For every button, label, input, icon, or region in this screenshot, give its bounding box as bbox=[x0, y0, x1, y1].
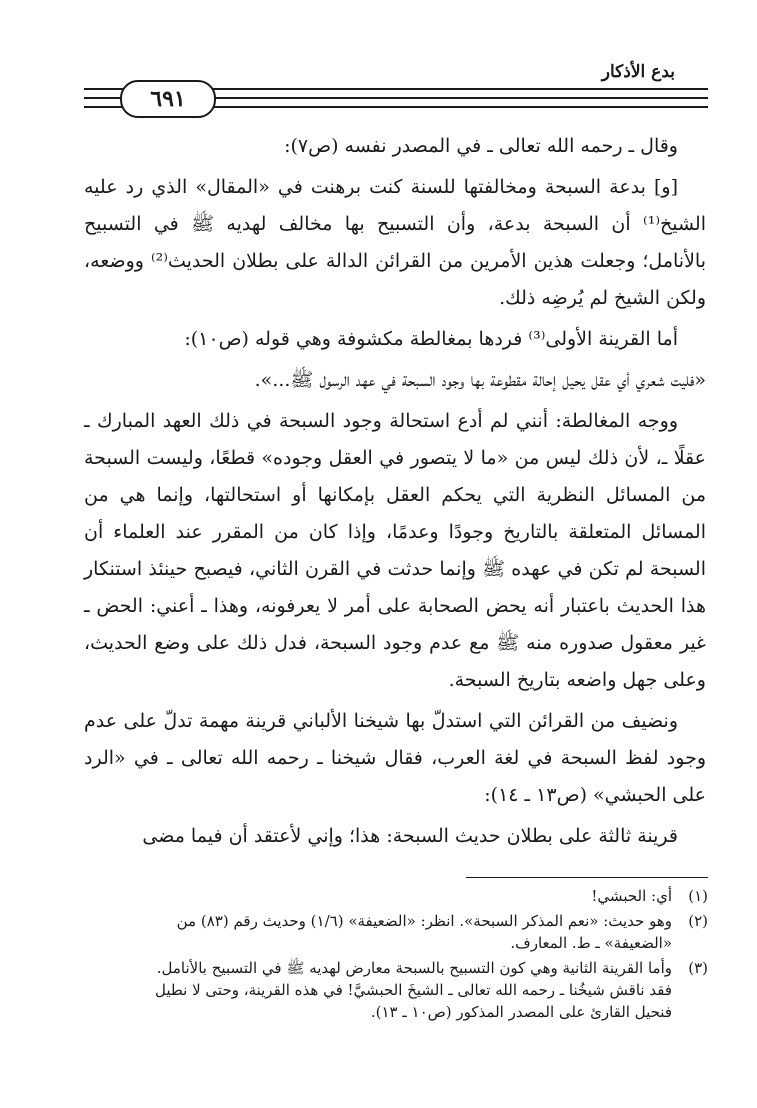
paragraph-6: ونضيف من القرائن التي استدلّ بها شيخنا الألباني قرينة مهمة تدلّ على عدم وجود لفظ السبحة في لغة العرب، فقال شيخنا ـ رحمه الله تعالى ـ في «الرد على الحبشي» (ص١٣ ـ ١٤): bbox=[84, 710, 706, 806]
paragraph-4: «فليت شعري أي عقل يحيل إحالة مقطوعة بها وجود السبحة في عهد الرسول ﷺ...». bbox=[254, 369, 706, 391]
page-number: ٦٩١ bbox=[120, 80, 216, 118]
footnote-number: (٢) bbox=[688, 912, 708, 930]
footnote-text bbox=[84, 885, 672, 907]
main-text bbox=[84, 128, 706, 859]
footnote-line: فنحيل القارئ على المصدر المذكور (ص١٠ ـ ١٣). bbox=[370, 1003, 672, 1021]
footnote-number: (٣) bbox=[688, 959, 708, 977]
footnote-divider bbox=[466, 877, 708, 878]
footnotes bbox=[84, 885, 708, 1026]
paragraph-7: قرينة ثالثة على بطلان حديث السبحة: هذا؛ وإني لأعتقد أن فيما مضى bbox=[142, 825, 678, 847]
paragraph-2: [و] بدعة السبحة ومخالفتها للسنة كنت برهنت في «المقال» الذي رد عليه الشيخ⁽¹⁾ أن السبحة بدعة، وأن التسبيح بها مخالف لهديه ﷺ في التسبيح بالأنامل؛ وجعلت هذين الأمرين من القرائن الدالة على بطلان الحديث⁽²⁾ ووضعه، ولكن الشيخ لم يُرضِه ذلك. bbox=[84, 176, 706, 309]
paragraph-3: أما القرينة الأولى⁽³⁾ فردها بمغالطة مكشوفة وهي قوله (ص١٠): bbox=[184, 328, 678, 350]
footnote-line: أي: الحبشي! bbox=[591, 887, 672, 905]
page-header bbox=[0, 0, 757, 120]
paragraph-1: وقال ـ رحمه الله تعالى ـ في المصدر نفسه (ص٧): bbox=[284, 135, 678, 157]
footnote-text bbox=[84, 910, 672, 954]
paragraph-5: ووجه المغالطة: أنني لم أدع استحالة وجود السبحة في ذلك العهد المبارك ـ عقلًا ـ، لأن ذلك ليس من «ما لا يتصور في العقل وجوده» قطعًا، وليست السبحة من المسائل النظرية التي يحكم العقل بإمكانها أو استحالتها، وإنما هي من المسائل المتعلقة بالتاريخ وجودًا وعدمًا، وإذا كان من المقرر عند العلماء أن السبحة لم تكن في عهده ﷺ وإنما حدثت في القرن الثاني، فيصبح حينئذ استنكار هذا الحديث باعتبار أنه يحض الصحابة على أمر لا يعرفونه، وهذا ـ أعني: الحض ـ غير معقول صدوره منه ﷺ مع عدم وجود السبحة، فدل ذلك على وضع الحديث، وعلى جهل واضعه بتاريخ السبحة. bbox=[84, 410, 706, 691]
footnote-line: فقد ناقش شيخُنا ـ رحمه الله تعالى ـ الشيخَ الحبشيَّ! في هذه القرينة، وحتى لا نطيل bbox=[154, 981, 672, 999]
footnote-line: «الضعيفة» ـ ط. المعارف. bbox=[510, 934, 672, 952]
footnote-number: (١) bbox=[688, 887, 708, 905]
running-title: بدع الأذكار bbox=[601, 62, 675, 82]
footnote-2 bbox=[84, 910, 708, 954]
footnote-line: وهو حديث: «نعم المذكر السبحة». انظر: «الضعيفة» (١/٦) وحديث رقم (٨٣) من bbox=[176, 912, 672, 930]
footnote-3 bbox=[84, 957, 708, 1023]
footnote-1 bbox=[84, 885, 708, 907]
footnote-line: وأما القرينة الثانية وهي كون التسبيح بالسبحة معارض لهديه ﷺ في التسبيح بالأنامل. bbox=[156, 959, 672, 977]
footnote-text bbox=[84, 957, 672, 1023]
